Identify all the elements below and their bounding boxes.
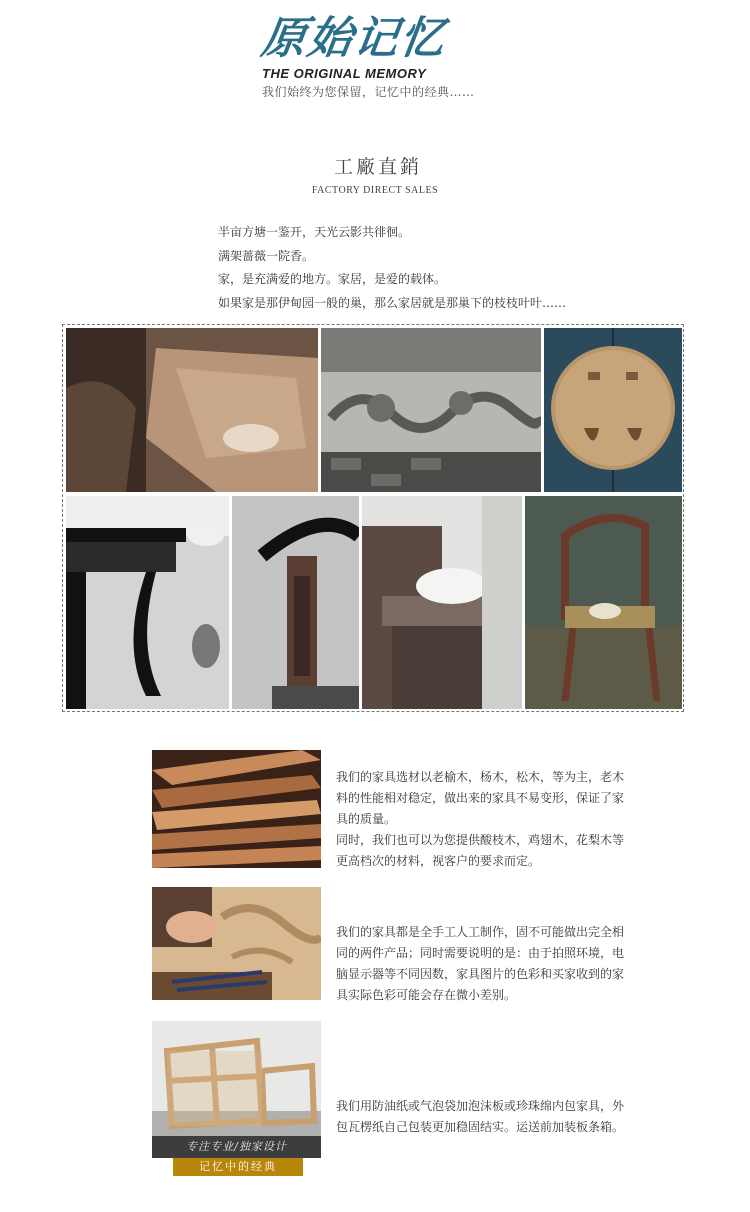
logo-english-title: THE ORIGINAL MEMORY [262, 66, 427, 81]
section-title [0, 152, 750, 196]
feature-image-wood-crate [152, 1021, 321, 1136]
feature-line: 我们的家具选材以老榆木，杨木，松木，等为主，老木 [336, 770, 625, 784]
caption-gold-label: 记忆中的经典 [173, 1158, 303, 1176]
brand-slogan: 我们始终为您保留，记忆中的经典…… [262, 85, 475, 99]
feature-line: 具实际色彩可能会存在微小差别。 [336, 988, 517, 1002]
feature-line: 我们用防油纸或气泡袋加泡沫板或珍珠绵内包家具，外 [336, 1099, 625, 1113]
section-title-cn: 工廠直銷 [333, 156, 422, 178]
photo-chair-back [232, 496, 359, 709]
feature-text-materials [336, 767, 626, 872]
feature-text-packaging [336, 1096, 626, 1138]
poem-line: 如果家是那伊甸园一般的巢，那么家居就是那巢下的枝枝叶叶…… [218, 295, 567, 310]
feature-line: 脑显示器等不同因数，家具图片的色彩和买家收到的家 [336, 967, 625, 981]
feature-line: 包瓦楞纸自己包装更加稳固结实。运送前加装板条箱。 [336, 1120, 625, 1134]
logo-chinese-title: 原始记忆 [258, 13, 450, 64]
feature-line: 我们的家具都是全手工人工制作，固不可能做出完全相 [336, 925, 625, 939]
feature-image-wood-planks [152, 750, 321, 868]
poem-line: 半亩方塘一鉴开，天光云影共徘徊。 [218, 225, 411, 239]
photo-carving-hands [66, 328, 318, 492]
feature-line: 更高档次的材料，视客户的要求而定。 [336, 854, 541, 868]
poem-line: 家，是充满爱的地方。家居，是爱的载体。 [218, 272, 447, 286]
feature-line: 具的质量。 [336, 812, 397, 826]
photo-painted-armchair [525, 496, 682, 709]
photo-lacquer-table [66, 496, 229, 709]
feature-line: 同的两件产品；同时需要说明的是：由于拍照环境，电 [336, 946, 625, 960]
section-title-en: FACTORY DIRECT SALES [311, 185, 439, 196]
feature-line: 料的性能相对稳定，做出来的家具不易变形，保证了家 [336, 791, 625, 805]
poem-line: 满架蔷薇一院香。 [218, 248, 315, 263]
caption-band: 专注专业/独家设计 [152, 1136, 321, 1158]
feature-text-handmade [336, 922, 626, 1006]
brand-logo [258, 13, 502, 100]
photo-wood-relief [321, 328, 541, 492]
feature-image-hand-carving [152, 887, 321, 1000]
photo-collage [62, 324, 684, 712]
intro-poem [218, 221, 566, 315]
photo-brass-lock [544, 328, 682, 492]
photo-polishing-hand [362, 496, 522, 709]
feature-line: 同时，我们也可以为您提供酸枝木，鸡翅木，花梨木等 [336, 833, 625, 847]
